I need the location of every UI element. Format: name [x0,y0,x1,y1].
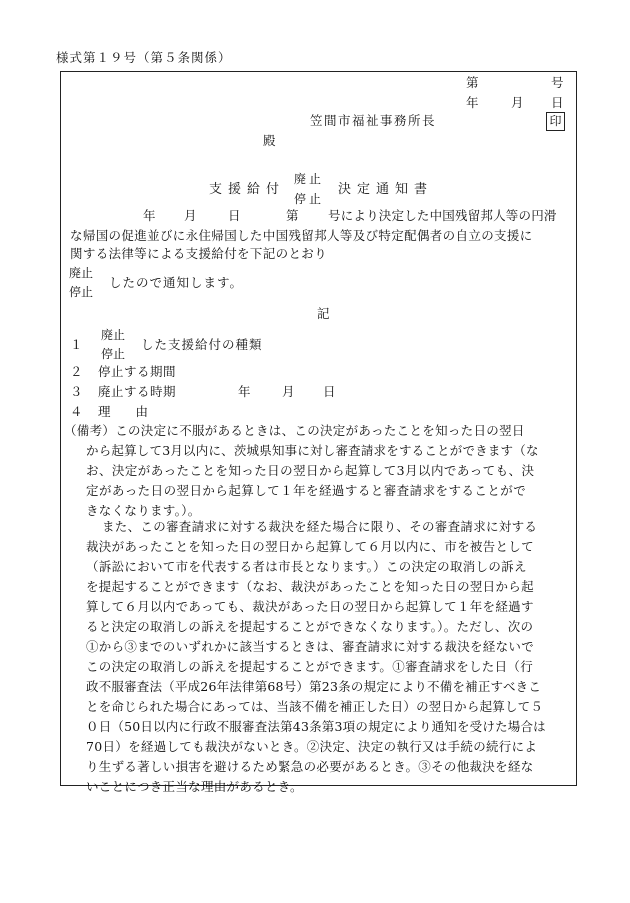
sender-name: 笠間市福祉事務所長 [310,113,437,128]
item-1-number: １ [70,337,83,352]
item-4-number: ４ [70,404,83,419]
item-4-label: 理 由 [98,404,149,419]
remarks-line: また、この審査請求に対する裁決を経た場合に限り、その審査請求に対する [102,519,538,534]
seal-mark: 印 [546,112,565,131]
remarks-line: ると決定の取消しの訴えを提起することができなくなります。）。ただし、次の [86,619,534,634]
title-stacked-bottom: 停止 [294,192,325,206]
item-2-number: ２ [70,364,83,379]
title-prefix: 支援給付 [209,182,286,197]
intro-stacked-bottom: 停止 [69,285,94,299]
remarks-line: お、決定があったことを知った日の翌日から起算して3月以内であっても、決 [86,463,535,478]
intro-line2: な帰国の促進並びに永住帰国した中国残留邦人等及び特定配偶者の自立の支援に [70,228,533,243]
remarks-line: ①から③までのいずれかに該当するときは、審査請求に対する裁決を経ないで [86,639,535,654]
remarks-line: 裁決があったことを知った日の翌日から起算して６月以内に、市を被告として [86,539,534,554]
intro-no-label: 第 [286,208,299,223]
remarks-line: を提起することができます（なお、裁決があったことを知った日の翌日から起 [86,579,534,594]
intro-date-month: 月 [184,208,197,223]
addressee-suffix: 殿 [263,133,276,148]
intro-line3: 関する法律等による支援給付を下記のとおり [70,246,328,261]
remarks-line: 70日）を経過しても裁決がないとき。②決定、決定の執行又は手続の続行によ [86,739,538,754]
item-3-month: 月 [282,384,295,399]
remarks-line: （訴訟において市を代表する者は市長となります。）この決定の取消しの訴え [86,559,527,574]
ki-heading: 記 [317,306,330,321]
remarks-line: きなくなります。）。 [86,503,201,518]
number-label: 第 [466,75,479,90]
intro-stacked-top: 廃止 [69,266,94,280]
remarks-line: 政不服審査法（平成26年法律第68号）第23条の規定により不備を補正すべきこ [86,679,542,694]
number-suffix: 号 [551,75,564,90]
remarks-line: いことにつき正当な理由があるとき。 [86,779,303,794]
item-3-number: ３ [70,384,83,399]
item-3-day: 日 [323,384,336,399]
intro-line1: 号により決定した中国残留邦人等の円滑 [328,208,557,223]
item-3-year: 年 [238,384,251,399]
intro-date-year: 年 [143,208,156,223]
date-month-label: 月 [511,95,524,110]
intro-date-day: 日 [228,208,241,223]
title-stacked-top: 廃止 [294,172,325,186]
date-year-label: 年 [466,95,479,110]
item-2-label: 停止する期間 [98,364,177,379]
item-1-stacked-top: 廃止 [101,328,126,342]
title-suffix: 決定通知書 [338,182,434,197]
item-1-stacked-bottom: 停止 [101,347,126,361]
item-1-label: した支援給付の種類 [141,337,263,352]
form-number: 様式第１９号（第５条関係） [56,50,232,65]
intro-line4: したので通知します。 [109,275,244,290]
remarks-line: から起算して3月以内に、茨城県知事に対し審査請求をすることができます（な [86,443,539,458]
remarks-line: 算して６月以内であっても、裁決があった日の翌日から起算して１年を経過す [86,599,534,614]
remarks-line: り生ずる著しい損害を避けるため緊急の必要があるとき。③その他裁決を経な [86,759,534,774]
item-3-label: 廃止する時期 [98,384,177,399]
remarks-line: とを命じられた場合にあっては、当該不備を補正した日）の翌日から起算して５ [86,699,544,714]
remarks-line: （備考）この決定に不服があるときは、この決定があったことを知った日の翌日 [64,423,525,438]
date-day-label: 日 [551,95,564,110]
remarks-line: 定があった日の翌日から起算して１年を経過すると審査請求をすることがで [86,483,527,498]
remarks-line: この決定の取消しの訴えを提起することができます。①審査請求をした日（行 [86,659,534,674]
remarks-line: ０日（50日以内に行政不服審査法第43条第3項の規定により通知を受けた場合は [86,719,546,734]
